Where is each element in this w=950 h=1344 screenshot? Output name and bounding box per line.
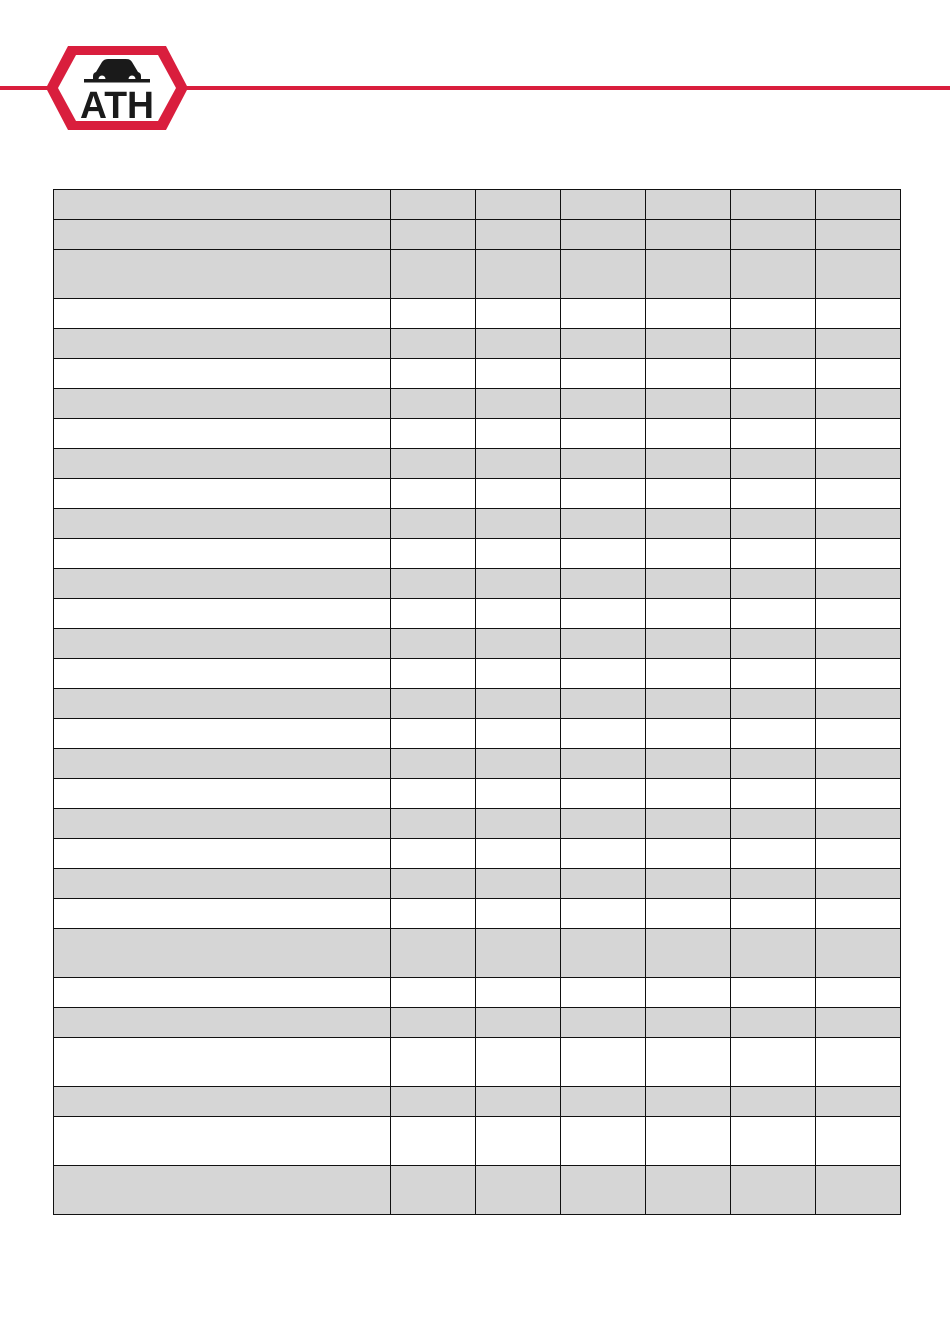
value-cell <box>561 509 646 539</box>
value-cell <box>816 419 901 449</box>
value-cell <box>476 299 561 329</box>
row-label-cell <box>54 389 391 419</box>
table-row <box>54 839 901 869</box>
value-cell <box>391 599 476 629</box>
value-cell <box>561 599 646 629</box>
table-row <box>54 978 901 1008</box>
value-cell <box>646 929 731 978</box>
value-cell <box>561 929 646 978</box>
value-cell <box>731 719 816 749</box>
row-label-cell <box>54 659 391 689</box>
value-cell <box>476 1087 561 1117</box>
value-cell <box>391 1087 476 1117</box>
value-cell <box>816 1117 901 1166</box>
value-cell <box>391 479 476 509</box>
value-cell <box>476 719 561 749</box>
row-label-cell <box>54 190 391 220</box>
value-cell <box>561 839 646 869</box>
value-cell <box>816 689 901 719</box>
row-label-cell <box>54 569 391 599</box>
value-cell <box>816 599 901 629</box>
table-row <box>54 539 901 569</box>
value-cell <box>476 250 561 299</box>
value-cell <box>476 1117 561 1166</box>
value-cell <box>561 569 646 599</box>
value-cell <box>391 220 476 250</box>
value-cell <box>816 809 901 839</box>
value-cell <box>731 220 816 250</box>
value-cell <box>391 1117 476 1166</box>
row-label-cell <box>54 978 391 1008</box>
value-cell <box>646 329 731 359</box>
value-cell <box>476 329 561 359</box>
value-cell <box>731 978 816 1008</box>
value-cell <box>646 629 731 659</box>
value-cell <box>561 1008 646 1038</box>
row-label-cell <box>54 250 391 299</box>
table-row <box>54 719 901 749</box>
value-cell <box>816 929 901 978</box>
value-cell <box>561 1166 646 1215</box>
value-cell <box>731 479 816 509</box>
value-cell <box>816 250 901 299</box>
value-cell <box>561 779 646 809</box>
value-cell <box>646 1008 731 1038</box>
value-cell <box>816 569 901 599</box>
table-row <box>54 329 901 359</box>
value-cell <box>646 869 731 899</box>
value-cell <box>561 1087 646 1117</box>
value-cell <box>731 250 816 299</box>
value-cell <box>731 1166 816 1215</box>
value-cell <box>731 1117 816 1166</box>
row-label-cell <box>54 1038 391 1087</box>
value-cell <box>391 749 476 779</box>
value-cell <box>391 839 476 869</box>
value-cell <box>561 689 646 719</box>
value-cell <box>731 869 816 899</box>
value-cell <box>561 659 646 689</box>
value-cell <box>391 869 476 899</box>
value-cell <box>561 749 646 779</box>
value-cell <box>816 1166 901 1215</box>
row-label-cell <box>54 599 391 629</box>
value-cell <box>646 539 731 569</box>
row-label-cell <box>54 220 391 250</box>
value-cell <box>391 299 476 329</box>
value-cell <box>391 1166 476 1215</box>
table-row <box>54 190 901 220</box>
table-row <box>54 479 901 509</box>
value-cell <box>476 629 561 659</box>
value-cell <box>731 1038 816 1087</box>
row-label-cell <box>54 1008 391 1038</box>
table-row <box>54 1166 901 1215</box>
table-row <box>54 1117 901 1166</box>
value-cell <box>391 809 476 839</box>
value-cell <box>646 1087 731 1117</box>
value-cell <box>476 869 561 899</box>
value-cell <box>561 329 646 359</box>
value-cell <box>646 509 731 539</box>
value-cell <box>561 479 646 509</box>
row-label-cell <box>54 689 391 719</box>
value-cell <box>561 539 646 569</box>
value-cell <box>391 329 476 359</box>
row-label-cell <box>54 749 391 779</box>
table-row <box>54 449 901 479</box>
value-cell <box>731 1008 816 1038</box>
value-cell <box>476 929 561 978</box>
table-row <box>54 569 901 599</box>
row-label-cell <box>54 899 391 929</box>
value-cell <box>816 220 901 250</box>
value-cell <box>646 1117 731 1166</box>
value-cell <box>561 419 646 449</box>
row-label-cell <box>54 629 391 659</box>
value-cell <box>391 629 476 659</box>
value-cell <box>391 1038 476 1087</box>
value-cell <box>816 1087 901 1117</box>
value-cell <box>816 869 901 899</box>
value-cell <box>646 250 731 299</box>
table-row <box>54 899 901 929</box>
value-cell <box>391 419 476 449</box>
value-cell <box>476 899 561 929</box>
table-row <box>54 869 901 899</box>
value-cell <box>731 659 816 689</box>
value-cell <box>561 809 646 839</box>
value-cell <box>646 419 731 449</box>
value-cell <box>646 779 731 809</box>
value-cell <box>646 689 731 719</box>
value-cell <box>731 359 816 389</box>
table-row <box>54 749 901 779</box>
value-cell <box>476 839 561 869</box>
value-cell <box>561 869 646 899</box>
value-cell <box>561 899 646 929</box>
value-cell <box>391 389 476 419</box>
value-cell <box>561 978 646 1008</box>
value-cell <box>561 220 646 250</box>
value-cell <box>561 719 646 749</box>
value-cell <box>391 929 476 978</box>
value-cell <box>476 779 561 809</box>
value-cell <box>391 449 476 479</box>
value-cell <box>646 719 731 749</box>
value-cell <box>731 1087 816 1117</box>
value-cell <box>476 1008 561 1038</box>
table-row <box>54 509 901 539</box>
value-cell <box>476 599 561 629</box>
value-cell <box>476 419 561 449</box>
value-cell <box>816 1008 901 1038</box>
row-label-cell <box>54 509 391 539</box>
value-cell <box>391 1008 476 1038</box>
value-cell <box>731 509 816 539</box>
value-cell <box>646 978 731 1008</box>
value-cell <box>476 479 561 509</box>
value-cell <box>561 359 646 389</box>
value-cell <box>476 190 561 220</box>
value-cell <box>561 1038 646 1087</box>
table-row <box>54 389 901 419</box>
value-cell <box>476 978 561 1008</box>
table-row <box>54 599 901 629</box>
value-cell <box>391 539 476 569</box>
table-row <box>54 1087 901 1117</box>
value-cell <box>731 599 816 629</box>
value-cell <box>731 749 816 779</box>
value-cell <box>476 749 561 779</box>
value-cell <box>816 329 901 359</box>
value-cell <box>646 839 731 869</box>
value-cell <box>816 1038 901 1087</box>
value-cell <box>646 479 731 509</box>
value-cell <box>731 929 816 978</box>
table-row <box>54 659 901 689</box>
value-cell <box>731 389 816 419</box>
table-row <box>54 220 901 250</box>
value-cell <box>816 978 901 1008</box>
value-cell <box>646 190 731 220</box>
value-cell <box>561 629 646 659</box>
row-label-cell <box>54 929 391 978</box>
value-cell <box>646 1038 731 1087</box>
value-cell <box>391 659 476 689</box>
value-cell <box>561 449 646 479</box>
table-row <box>54 1038 901 1087</box>
value-cell <box>646 809 731 839</box>
value-cell <box>731 449 816 479</box>
table-row <box>54 689 901 719</box>
value-cell <box>816 839 901 869</box>
value-cell <box>391 359 476 389</box>
value-cell <box>646 899 731 929</box>
value-cell <box>816 539 901 569</box>
value-cell <box>646 749 731 779</box>
row-label-cell <box>54 1087 391 1117</box>
value-cell <box>476 659 561 689</box>
table-row <box>54 1008 901 1038</box>
value-cell <box>731 190 816 220</box>
value-cell <box>731 299 816 329</box>
value-cell <box>816 629 901 659</box>
value-cell <box>476 569 561 599</box>
value-cell <box>391 689 476 719</box>
row-label-cell <box>54 299 391 329</box>
value-cell <box>476 809 561 839</box>
row-label-cell <box>54 839 391 869</box>
value-cell <box>646 220 731 250</box>
value-cell <box>646 449 731 479</box>
value-cell <box>561 389 646 419</box>
row-label-cell <box>54 359 391 389</box>
row-label-cell <box>54 329 391 359</box>
value-cell <box>646 389 731 419</box>
value-cell <box>731 689 816 719</box>
value-cell <box>731 839 816 869</box>
value-cell <box>731 329 816 359</box>
value-cell <box>731 419 816 449</box>
table-row <box>54 299 901 329</box>
table-row <box>54 809 901 839</box>
value-cell <box>391 719 476 749</box>
ath-logo <box>46 46 188 130</box>
value-cell <box>816 719 901 749</box>
value-cell <box>646 299 731 329</box>
value-cell <box>561 190 646 220</box>
value-cell <box>816 899 901 929</box>
row-label-cell <box>54 869 391 899</box>
value-cell <box>816 509 901 539</box>
value-cell <box>816 299 901 329</box>
value-cell <box>476 689 561 719</box>
value-cell <box>476 1038 561 1087</box>
value-cell <box>646 659 731 689</box>
row-label-cell <box>54 479 391 509</box>
value-cell <box>731 779 816 809</box>
value-cell <box>476 220 561 250</box>
value-cell <box>391 509 476 539</box>
value-cell <box>391 899 476 929</box>
value-cell <box>561 250 646 299</box>
value-cell <box>816 389 901 419</box>
row-label-cell <box>54 449 391 479</box>
row-label-cell <box>54 539 391 569</box>
value-cell <box>476 539 561 569</box>
value-cell <box>646 359 731 389</box>
value-cell <box>731 569 816 599</box>
table-row <box>54 779 901 809</box>
value-cell <box>646 569 731 599</box>
value-cell <box>561 299 646 329</box>
table-row <box>54 419 901 449</box>
value-cell <box>476 449 561 479</box>
value-cell <box>391 250 476 299</box>
value-cell <box>816 359 901 389</box>
row-label-cell <box>54 1117 391 1166</box>
row-label-cell <box>54 719 391 749</box>
value-cell <box>816 749 901 779</box>
value-cell <box>646 599 731 629</box>
value-cell <box>391 978 476 1008</box>
value-cell <box>816 190 901 220</box>
value-cell <box>561 1117 646 1166</box>
value-cell <box>731 539 816 569</box>
table-row <box>54 250 901 299</box>
value-cell <box>731 809 816 839</box>
value-cell <box>476 509 561 539</box>
logo-text: ATH <box>80 85 154 127</box>
value-cell <box>476 1166 561 1215</box>
value-cell <box>646 1166 731 1215</box>
value-cell <box>476 389 561 419</box>
value-cell <box>731 629 816 659</box>
table-row <box>54 929 901 978</box>
value-cell <box>816 779 901 809</box>
value-cell <box>731 899 816 929</box>
value-cell <box>391 569 476 599</box>
specification-table <box>53 189 901 1215</box>
value-cell <box>476 359 561 389</box>
row-label-cell <box>54 419 391 449</box>
row-label-cell <box>54 1166 391 1215</box>
table-row <box>54 359 901 389</box>
value-cell <box>816 479 901 509</box>
value-cell <box>391 190 476 220</box>
value-cell <box>816 449 901 479</box>
row-label-cell <box>54 809 391 839</box>
table-row <box>54 629 901 659</box>
row-label-cell <box>54 779 391 809</box>
value-cell <box>391 779 476 809</box>
table-body <box>54 190 901 1215</box>
value-cell <box>816 659 901 689</box>
